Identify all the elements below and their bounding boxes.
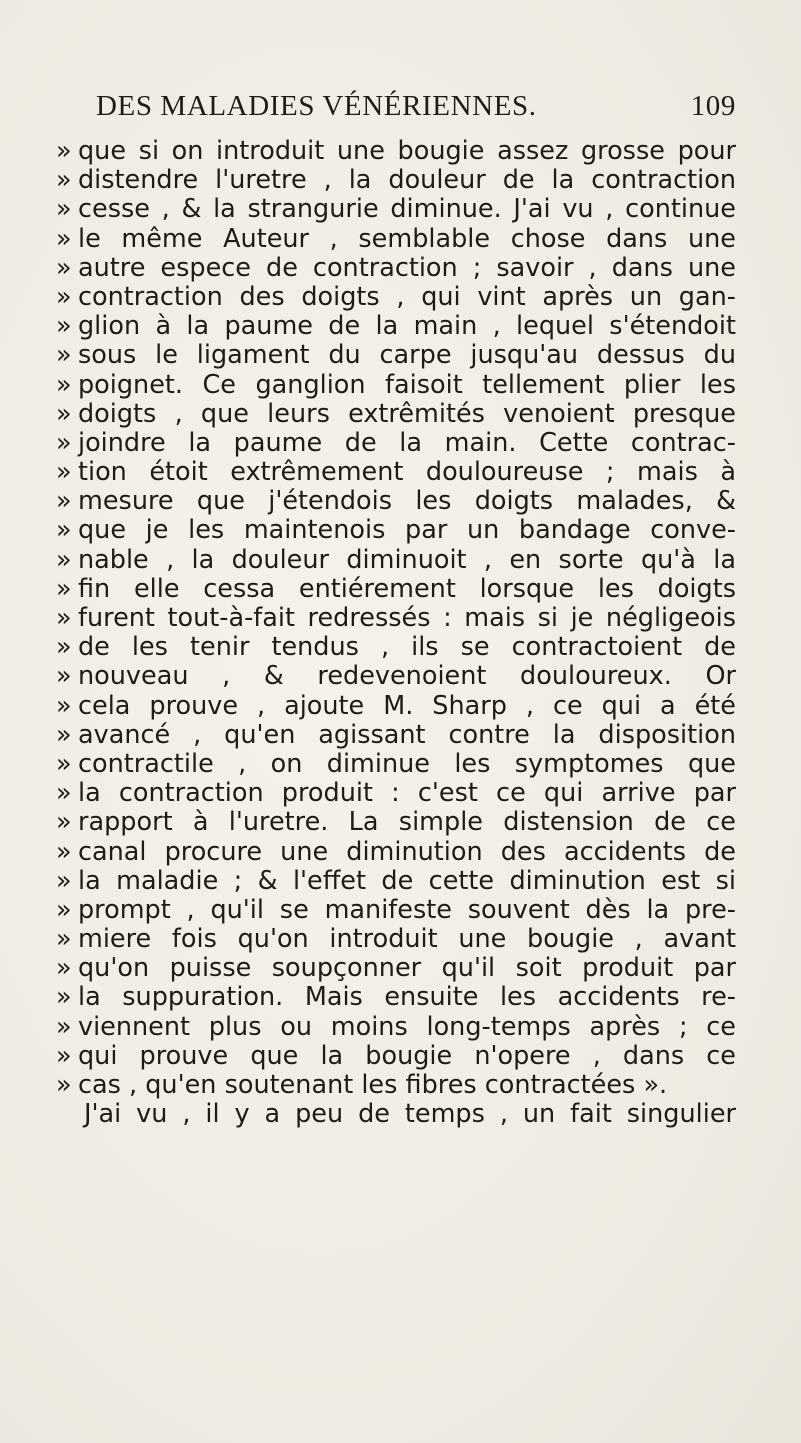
text-line xyxy=(56,429,738,458)
text-line xyxy=(56,662,738,691)
text-line xyxy=(56,283,738,312)
text-line xyxy=(56,721,738,750)
quote-mark: » xyxy=(56,1040,72,1071)
quote-mark: » xyxy=(56,690,72,721)
quote-mark: » xyxy=(56,894,72,925)
text-line xyxy=(56,867,738,896)
line-text: que je les maintenois par un bandage conve- xyxy=(78,515,736,546)
text-line xyxy=(56,546,738,575)
quote-mark: » xyxy=(56,807,72,838)
text-line xyxy=(56,1013,738,1042)
text-line xyxy=(56,575,738,604)
line-text: sous le ligament du carpe jusqu'au dessus du xyxy=(78,340,736,371)
line-text: viennent plus ou moins long-temps après ; ce xyxy=(78,1011,736,1042)
line-text: fin elle cessa entiérement lorsque les doigts xyxy=(78,573,736,604)
text-line xyxy=(56,692,738,721)
line-text: cesse , & la strangurie diminue. J'ai vu , continue xyxy=(78,194,736,225)
line-text: mesure que j'étendois les doigts malades, & xyxy=(78,486,736,517)
text-line xyxy=(56,254,738,283)
quote-mark: » xyxy=(56,836,72,867)
line-text: avancé , qu'en agissant contre la disposition xyxy=(78,719,736,750)
page-header xyxy=(96,90,736,132)
quote-mark: » xyxy=(56,603,72,633)
text-line xyxy=(56,225,738,254)
line-text: furent tout-à-fait redressés : mais si je négligeois xyxy=(78,603,736,633)
line-text: poignet. Ce ganglion faisoit tellement plier les xyxy=(78,369,736,400)
line-text: nouveau , & redevenoient douloureux. Or xyxy=(78,661,736,692)
text-line xyxy=(56,633,738,662)
text-line xyxy=(56,954,738,983)
running-title: DES MALADIES VÉNÉRIENNES. xyxy=(96,90,537,122)
quote-mark: » xyxy=(56,982,72,1013)
quote-mark: » xyxy=(56,748,72,779)
text-line xyxy=(56,341,738,370)
line-text: canal procure une diminution des accidents de xyxy=(78,836,736,867)
quote-mark: » xyxy=(56,544,72,575)
line-text: de les tenir tendus , ils se contractoient de xyxy=(78,632,736,663)
line-text: tion étoit extrêmement douloureuse ; mais à xyxy=(78,457,736,488)
text-line xyxy=(56,1071,738,1100)
text-line xyxy=(56,925,738,954)
quote-mark: » xyxy=(56,194,72,225)
line-text: la contraction produit : c'est ce qui arrive par xyxy=(78,778,736,809)
line-text: glion à la paume de la main , lequel s'étendoit xyxy=(78,311,736,342)
quote-mark: » xyxy=(56,457,72,488)
quote-mark: » xyxy=(56,136,72,166)
line-text: distendre l'uretre , la douleur de la contraction xyxy=(78,165,736,196)
line-text: autre espece de contraction ; savoir , dans une xyxy=(78,252,736,283)
quote-mark: » xyxy=(56,427,72,458)
quote-mark: » xyxy=(56,515,72,546)
text-line xyxy=(56,312,738,341)
line-text: qui prouve que la bougie n'opere , dans ce xyxy=(78,1040,736,1071)
line-text: nable , la douleur diminuoit , en sorte qu'à la xyxy=(78,544,736,575)
line-text: miere fois qu'on introduit une bougie , avant xyxy=(78,924,736,955)
text-line xyxy=(56,604,738,633)
text-line xyxy=(56,1100,738,1129)
quote-mark: » xyxy=(56,1011,72,1042)
text-line xyxy=(56,487,738,516)
line-text: cas , qu'en soutenant les fibres contractées ». xyxy=(78,1070,668,1100)
text-line xyxy=(56,166,738,195)
quote-mark: » xyxy=(56,865,72,896)
quote-mark: » xyxy=(56,252,72,283)
body-text xyxy=(56,137,738,1129)
quote-mark: » xyxy=(56,573,72,604)
text-line xyxy=(56,137,738,166)
line-text: le même Auteur , semblable chose dans une xyxy=(78,223,736,254)
text-line xyxy=(56,838,738,867)
line-text: J'ai vu , il y a peu de temps , un fait singulier xyxy=(84,1099,736,1130)
line-text: la suppuration. Mais ensuite les accidents re- xyxy=(78,982,736,1013)
line-text: contraction des doigts , qui vint après un gan- xyxy=(78,281,736,312)
line-text: qu'on puisse soupçonner qu'il soit produit par xyxy=(78,953,736,984)
line-text: contractile , on diminue les symptomes que xyxy=(78,748,736,779)
text-line xyxy=(56,896,738,925)
text-line xyxy=(56,516,738,545)
line-text: la maladie ; & l'effet de cette diminution est si xyxy=(78,865,736,896)
text-line xyxy=(56,195,738,224)
quote-mark: » xyxy=(56,281,72,312)
line-text: que si on introduit une bougie assez grosse pour xyxy=(78,136,736,166)
line-text: rapport à l'uretre. La simple distension de ce xyxy=(78,807,736,838)
quote-mark: » xyxy=(56,369,72,400)
text-line xyxy=(56,983,738,1012)
quote-mark: » xyxy=(56,340,72,371)
quote-mark: » xyxy=(56,165,72,196)
quote-mark: » xyxy=(56,1070,72,1100)
text-line xyxy=(56,371,738,400)
line-text: doigts , que leurs extrêmités venoient presque xyxy=(78,398,736,429)
quote-mark: » xyxy=(56,953,72,984)
quote-mark: » xyxy=(56,632,72,663)
quote-mark: » xyxy=(56,924,72,955)
text-line xyxy=(56,808,738,837)
line-text: cela prouve , ajoute M. Sharp , ce qui a été xyxy=(78,690,736,721)
text-line xyxy=(56,779,738,808)
quote-mark: » xyxy=(56,486,72,517)
quote-mark: » xyxy=(56,223,72,254)
line-text: joindre la paume de la main. Cette contrac- xyxy=(78,427,736,458)
quote-mark: » xyxy=(56,661,72,692)
quote-mark: » xyxy=(56,398,72,429)
quote-mark: » xyxy=(56,719,72,750)
text-line xyxy=(56,750,738,779)
text-line xyxy=(56,1042,738,1071)
line-text: prompt , qu'il se manifeste souvent dès la pre- xyxy=(78,894,736,925)
quote-mark: » xyxy=(56,311,72,342)
quote-mark: » xyxy=(56,778,72,809)
page-number: 109 xyxy=(690,90,736,122)
text-line xyxy=(56,458,738,487)
text-line xyxy=(56,400,738,429)
